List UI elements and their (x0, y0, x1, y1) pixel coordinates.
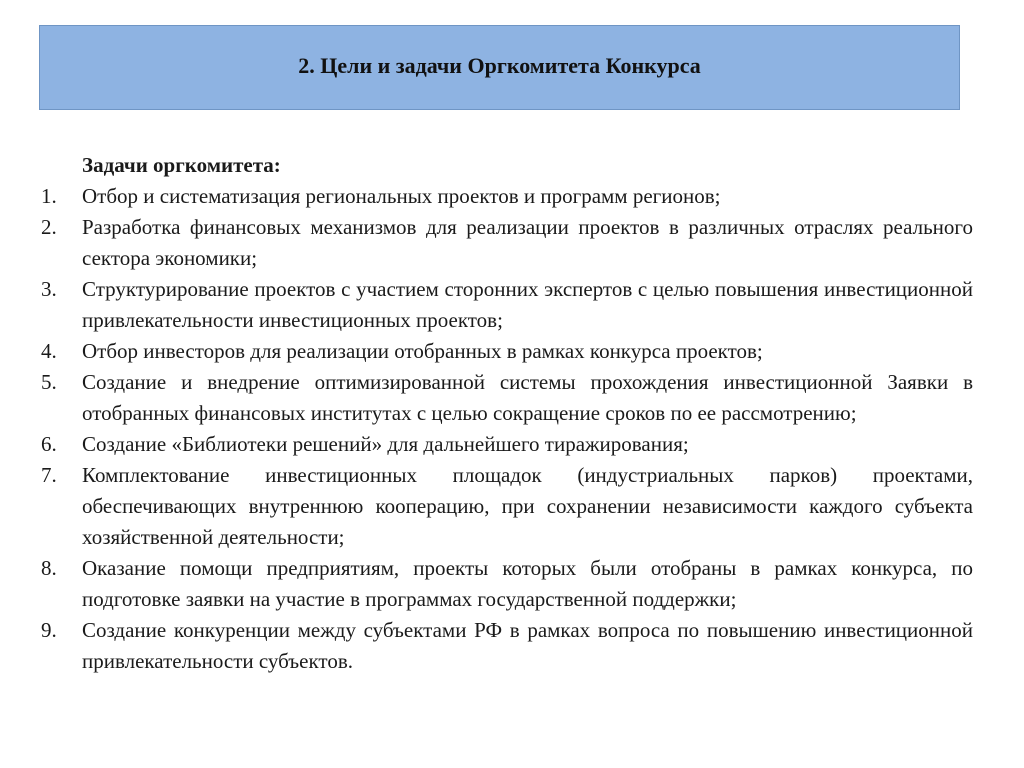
item-number: 3. (41, 277, 57, 301)
tasks-list (41, 181, 973, 677)
list-item (41, 429, 973, 460)
item-text: Создание конкуренции между субъектами РФ в рамках вопроса по повышению инвестиционной привлекательности субъектов. (82, 618, 973, 673)
title-banner (39, 25, 960, 110)
item-number: 5. (41, 370, 57, 394)
list-item (41, 460, 973, 553)
list-item (41, 212, 973, 274)
slide-title: 2. Цели и задачи Оргкомитета Конкурса (298, 52, 701, 78)
item-text: Комплектование инвестиционных площадок (индустриальных парков) проектами, обеспечивающих внутреннюю кооперацию, при сохранении независимости каждого субъекта хозяйственной деятельности; (82, 463, 973, 549)
item-text: Оказание помощи предприятиям, проекты которых были отобраны в рамках конкурса, по подготовке заявки на участие в программах государственной поддержки; (82, 556, 973, 611)
item-number: 1. (41, 184, 57, 208)
list-item (41, 553, 973, 615)
item-number: 8. (41, 556, 57, 580)
item-text: Структурирование проектов с участием сторонних экспертов с целью повышения инвестиционной привлекательности инвестиционных проектов; (82, 277, 973, 332)
list-item (41, 336, 973, 367)
item-text: Отбор и систематизация региональных проектов и программ регионов; (82, 184, 721, 208)
item-number: 4. (41, 339, 57, 363)
item-number: 2. (41, 215, 57, 239)
content-area (41, 150, 973, 677)
section-subtitle: Задачи оргкомитета: (82, 153, 281, 177)
item-text: Создание «Библиотеки решений» для дальнейшего тиражирования; (82, 432, 689, 456)
list-item (41, 367, 973, 429)
item-number: 7. (41, 463, 57, 487)
list-item (41, 274, 973, 336)
list-item (41, 615, 973, 677)
list-item (41, 181, 973, 212)
item-number: 6. (41, 432, 57, 456)
item-text: Разработка финансовых механизмов для реализации проектов в различных отраслях реального сектора экономики; (82, 215, 973, 270)
item-text: Создание и внедрение оптимизированной системы прохождения инвестиционной Заявки в отобранных финансовых институтах с целью сокращение сроков по ее рассмотрению; (82, 370, 973, 425)
item-text: Отбор инвесторов для реализации отобранных в рамках конкурса проектов; (82, 339, 763, 363)
item-number: 9. (41, 618, 57, 642)
